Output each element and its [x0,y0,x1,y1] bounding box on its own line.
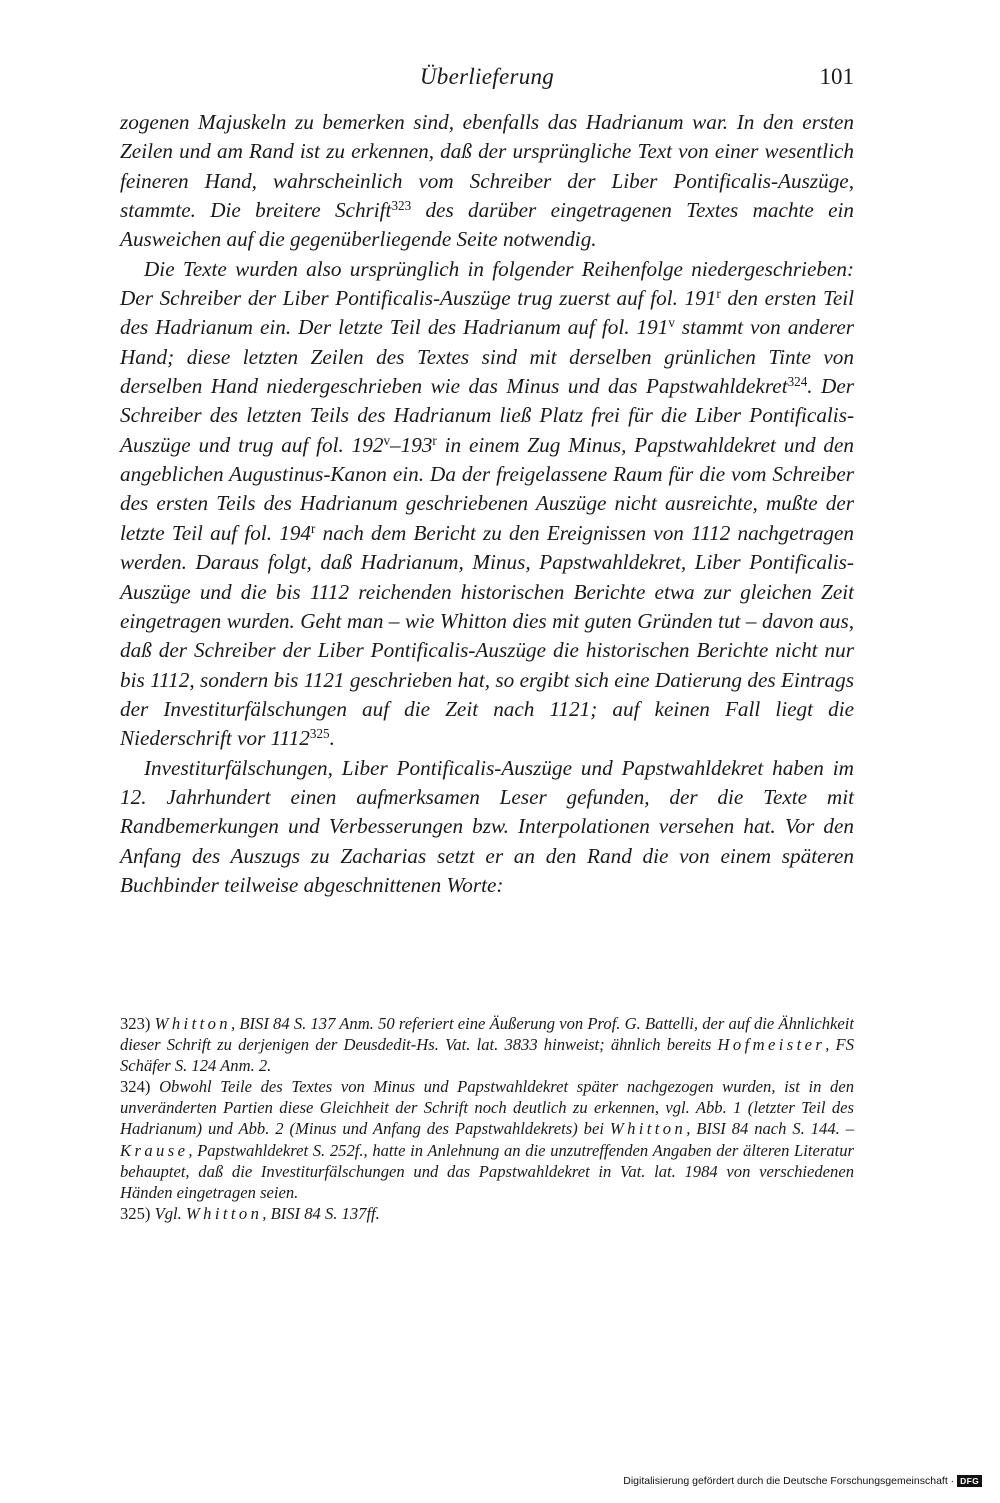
folio-side-marker: v [668,315,675,331]
footnote-number: 325) [120,1203,151,1223]
text-run: . Der Schreiber des letzten Teils des Hadrianum ließ Platz frei für die Liber Pontificalis-Auszüge und trug auf fol. 192 [120,374,854,457]
text-run: des darüber eingetragenen Textes machte ein Ausweichen auf die gegenüberliegende Seite notwendig. [120,198,854,252]
author-name: Krause [120,1140,189,1160]
digitization-credit [623,1475,982,1487]
footnote-reference: 324 [787,373,808,389]
footnote-number: 324) [120,1077,151,1097]
footnote [120,1076,854,1203]
folio-side-marker: r [432,432,437,448]
text-run: Die Texte wurden also ursprünglich in folgender Reihenfolge niedergeschrieben: Der Schreiber der Liber Pontificalis-Auszüge trug zuerst auf fol. 191 [120,256,854,311]
credit-text: Digitalisierung gefördert durch die Deutsche Forschungsgemeinschaft · [623,1475,955,1487]
text-run: nach dem Bericht zu den Ereignissen von 1112 nachgetragen werden. Daraus folgt, daß Hadrianum, Minus, Papstwahldekret, Liber Pontificalis-Auszüge und die bis 1112 reichenden historischen Berichte etwa zur gleichen Zeit eingetragen wurden. Geht man – wie Whitton dies mit guten Gründen tut – davon aus, daß der Schreiber der Liber Pontificalis-Auszüge die historischen Berichte nicht nur bis 1112, sondern bis 1121 geschrieben hat, so ergibt sich eine Datierung des Eintrags der Investiturfälschungen auf die Zeit nach 1121; auf keinen Fall liegt die Niederschrift vor 1112 [120,520,854,751]
folio-side-marker: v [383,432,391,448]
text-run: –193 [390,432,433,457]
footnote-reference: 325 [309,726,330,741]
main-text [120,108,854,900]
text-run: stammt von anderer Hand; diese letzten Zeilen des Textes sind mit derselben grünlichen Tinte von derselben Hand niedergeschrieben wie das Minus und das Papstwahldekret [120,315,854,399]
body-paragraph [120,108,854,255]
text-run: in einem Zug Minus, Papstwahldekret und den angeblichen Augustinus-Kanon ein. Da der freigelassene Raum für die vom Schreiber des ersten Teils des Hadrianum geschriebenen Auszüge nicht ausreichte, mußte der letzte Teil auf fol. 194 [120,432,854,545]
author-name: Whitton [154,1014,231,1033]
footnote-text: , Papstwahldekret S. 252f., hatte in Anlehnung an die unzutreffenden Angaben der älteren Literatur behauptet, daß die Investiturfälschungen und das Papstwahldekret in Vat. lat. 1984 von verschiedenen Händen eingetragen seien. [120,1140,854,1202]
footnote-text: , FS Schäfer S. 124 Anm. 2. [120,1035,854,1076]
footnote-text: , BISI 84 S. 137 Anm. 50 referiert eine Äußerung von Prof. G. Battelli, der auf die Ähnlichkeit dieser Schrift zu derjenigen der Deusdedit-Hs. Vat. lat. 3833 hinweist; ähnlich bereits [120,1014,854,1055]
folio-side-marker: r [311,520,316,536]
footnote [120,1203,854,1224]
footnotes [120,1013,854,1224]
footnote-text: , BISI 84 nach S. 144. – [686,1119,855,1139]
footnote-reference: 323 [391,197,412,213]
running-head: Überlieferung [419,64,555,89]
footnote-text: Obwohl Teile des Textes von Minus und Papstwahldekret später nachgezogen wurden, ist in den unveränderten Partien diese Gleichheit der Schrift noch deutlich zu erkennen, vgl. Abb. 1 (letzter Teil des Hadrianum) und Abb. 2 (Minus und Anfang des Papstwahldekrets) bei [120,1077,854,1139]
footnote-text: , BISI 84 S. 137ff. [262,1203,380,1223]
book-page [120,56,854,900]
author-name: Whitton [185,1203,263,1223]
footnote-number: 323) [120,1014,151,1033]
body-paragraph [120,754,854,901]
page-number: 101 [819,64,854,89]
footnote [120,1013,854,1076]
author-name: Whitton [609,1119,687,1139]
text-run: zogenen Majuskeln zu bemerken sind, ebenfalls das Hadrianum war. In den ersten Zeilen und am Rand ist zu erkennen, daß der ursprüngliche Text von einer wesentlich feineren Hand, wahrscheinlich vom Schreiber der Liber Pontificalis-Auszüge, stammte. Die breitere Schrift [120,110,854,223]
text-run: den ersten Teil des Hadrianum ein. Der letzte Teil des Hadrianum auf fol. 191 [120,286,855,340]
folio-side-marker: r [716,285,721,301]
dfg-logo: DFG [957,1475,982,1487]
page-header [120,56,854,96]
body-paragraph [120,255,854,754]
text-run: . [329,726,335,751]
footnote-text: Vgl. [150,1203,186,1223]
text-run: Investiturfälschungen, Liber Pontificalis-Auszüge und Papstwahldekret haben im 12. Jahrhundert einen aufmerksamen Leser gefunden, der die Texte mit Randbemerkungen und Verbesserungen bzw. Interpolationen versehen hat. Vor den Anfang des Auszugs zu Zacharias setzt er an den Rand die von einem späteren Buchbinder teilweise abgeschnittenen Worte: [120,755,854,897]
author-name: Hofmeister [717,1035,826,1055]
